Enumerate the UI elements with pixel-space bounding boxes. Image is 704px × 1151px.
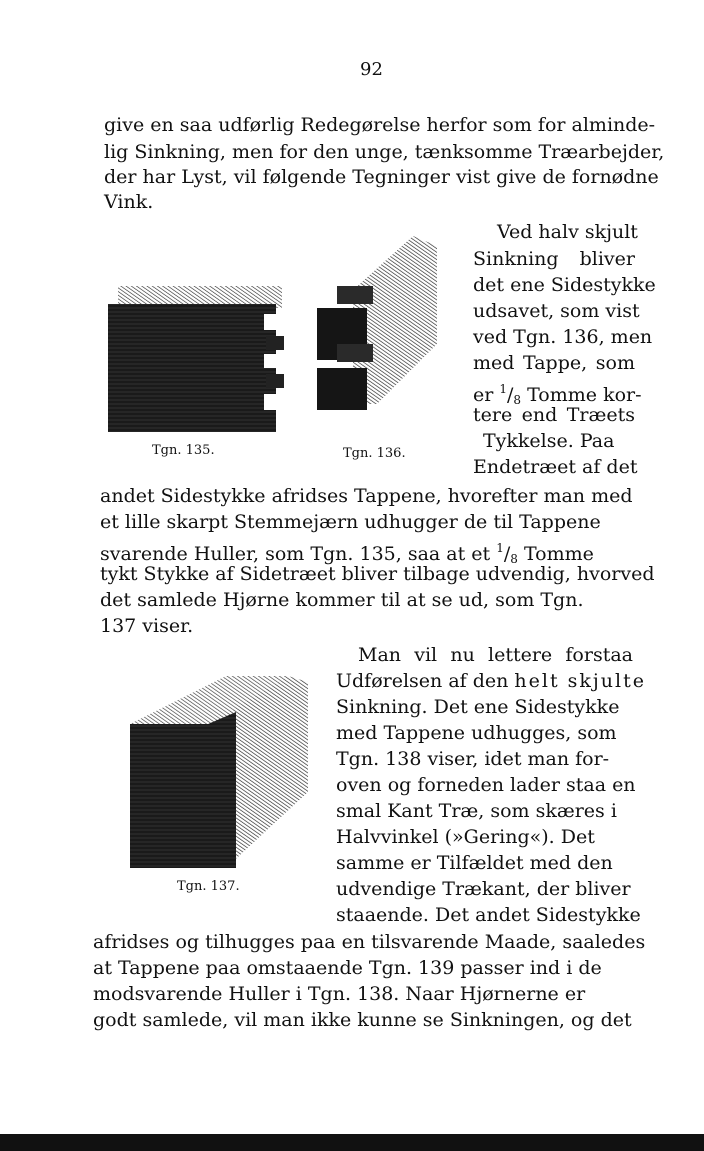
text-line: svarende Huller, som Tgn. 135, saa at et $^1/_8$ Tomme [100, 541, 594, 566]
figure-136-illustration [313, 232, 443, 412]
text-line: Ved halv skjult [497, 221, 638, 243]
text-line: Man vil nu lettere forstaa [358, 644, 633, 666]
text-line: ved Tgn. 136, men [473, 326, 653, 348]
text-line: Sinkning bliver [473, 248, 635, 270]
text-line: Tykkelse. Paa [483, 430, 615, 452]
text-line: med Tappe, som [473, 352, 635, 374]
text-line: det ene Sidestykke [473, 274, 656, 296]
text-line: 137 viser. [100, 615, 194, 637]
figure-caption: Tgn. 135. [152, 443, 215, 458]
figure-caption: Tgn. 136. [343, 446, 406, 461]
figure-caption: Tgn. 137. [177, 879, 240, 894]
text-line: staaende. Det andet Sidestykke [336, 904, 641, 926]
text-line: med Tappene udhugges, som [336, 722, 617, 744]
scan-edge [0, 1134, 704, 1151]
text-line: Udførelsen af den helt skjulte [336, 670, 647, 692]
text-line: lig Sinkning, men for den unge, tænksomme Træarbejder, [104, 141, 665, 163]
page-number: 92 [360, 59, 383, 80]
text-line: Halvvinkel (»Gering«). Det [336, 826, 595, 848]
figure-137-illustration [116, 672, 314, 870]
text-line: at Tappene paa omstaaende Tgn. 139 passer ind i de [93, 957, 602, 979]
text-line: tere end Træets [473, 404, 635, 426]
text-line: Tgn. 138 viser, idet man for- [336, 748, 610, 770]
text-line: modsvarende Huller i Tgn. 138. Naar Hjørnerne er [93, 983, 586, 1005]
text-line: godt samlede, vil man ikke kunne se Sinkningen, og det [93, 1009, 632, 1031]
text-line: udvendige Trækant, der bliver [336, 878, 631, 900]
text-line: der har Lyst, vil følgende Tegninger vist give de fornødne [104, 166, 659, 188]
text-line: Sinkning. Det ene Sidestykke [336, 696, 620, 718]
figure-135-illustration [104, 282, 286, 434]
text-line: udsavet, som vist [473, 300, 640, 322]
text-line: afridses og tilhugges paa en tilsvarende Maade, saaledes [93, 931, 646, 953]
text-line: Vink. [104, 191, 154, 213]
text-line: det samlede Hjørne kommer til at se ud, som Tgn. [100, 589, 584, 611]
text-line: er $^1/_8$ Tomme kor- [473, 382, 642, 407]
text-line: give en saa udførlig Redegørelse herfor som for alminde- [104, 114, 656, 136]
emphasis-text: helt skjulte [514, 670, 647, 692]
text-line: andet Sidestykke afridses Tappene, hvorefter man med [100, 485, 633, 507]
text-line: samme er Tilfældet med den [336, 852, 613, 874]
text-line: oven og forneden lader staa en [336, 774, 636, 796]
text-line: Endetræet af det [473, 456, 638, 478]
text-line: et lille skarpt Stemmejærn udhugger de til Tappene [100, 511, 601, 533]
text-line: smal Kant Træ, som skæres i [336, 800, 617, 822]
text-line: tykt Stykke af Sidetræet bliver tilbage udvendig, hvorved [100, 563, 655, 585]
